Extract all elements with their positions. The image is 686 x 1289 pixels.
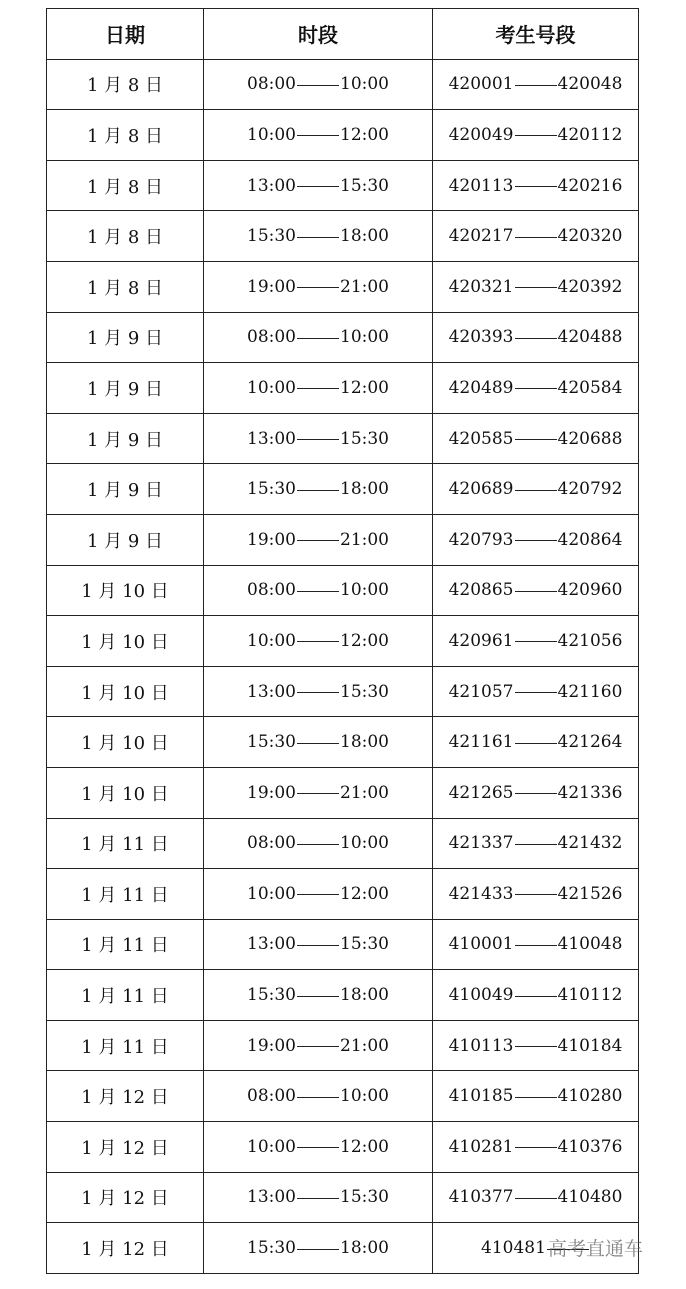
date-cell: 1 月 9 日 — [47, 514, 204, 565]
date-cell: 1 月 8 日 — [47, 59, 204, 110]
range-dash — [297, 85, 339, 86]
range-dash — [297, 996, 339, 997]
header-time-slot: 时段 — [204, 9, 433, 60]
time-slot-range — [247, 934, 389, 954]
time-slot-cell — [204, 261, 433, 312]
candidate-number-range — [449, 479, 623, 499]
range-dash — [297, 135, 339, 136]
range-dash — [515, 1097, 557, 1098]
candidate-number-end: 410280 — [557, 1086, 623, 1107]
candidate-number-start: 420865 — [448, 580, 514, 601]
candidate-number-start: 421057 — [448, 681, 514, 702]
date-cell: 1 月 10 日 — [47, 767, 204, 818]
time-slot-cell — [204, 1172, 433, 1223]
candidate-number-range — [449, 732, 623, 752]
candidate-number-cell — [433, 160, 639, 211]
candidate-number-range — [449, 783, 623, 803]
time-slot-end: 21:00 — [340, 782, 389, 803]
range-dash — [515, 540, 557, 541]
candidate-number-end: 420864 — [557, 529, 623, 550]
time-slot-cell — [204, 666, 433, 717]
date-cell: 1 月 11 日 — [47, 1020, 204, 1071]
time-slot-start: 19:00 — [247, 782, 296, 803]
time-slot-range — [247, 985, 389, 1005]
candidate-number-range — [449, 631, 623, 651]
candidate-number-start: 420217 — [448, 226, 514, 247]
candidate-number-cell — [433, 869, 639, 920]
time-slot-start: 08:00 — [247, 327, 296, 348]
table-row — [47, 59, 639, 110]
candidate-number-range — [449, 74, 623, 94]
time-slot-cell — [204, 565, 433, 616]
time-slot-range — [247, 176, 389, 196]
time-slot-end: 10:00 — [340, 580, 389, 601]
watermark-text: 高考直通车 — [548, 1238, 644, 1260]
candidate-number-start: 410481 — [481, 1238, 546, 1259]
time-slot-end: 10:00 — [340, 833, 389, 854]
time-slot-cell — [204, 464, 433, 515]
time-slot-range — [247, 682, 389, 702]
time-slot-end: 15:30 — [340, 934, 389, 955]
candidate-number-start: 410049 — [448, 985, 514, 1006]
candidate-number-start: 421161 — [448, 732, 514, 753]
time-slot-start: 13:00 — [247, 934, 296, 955]
range-dash — [297, 1097, 339, 1098]
range-dash — [515, 338, 557, 339]
range-dash — [297, 237, 339, 238]
time-slot-cell — [204, 919, 433, 970]
time-slot-end: 12:00 — [340, 377, 389, 398]
range-dash — [297, 186, 339, 187]
range-dash — [297, 540, 339, 541]
range-dash — [297, 1046, 339, 1047]
candidate-number-end: 420048 — [557, 74, 623, 95]
time-slot-cell — [204, 211, 433, 262]
date-cell: 1 月 11 日 — [47, 970, 204, 1021]
candidate-number-cell — [433, 1071, 639, 1122]
time-slot-cell — [204, 717, 433, 768]
candidate-number-cell — [433, 1172, 639, 1223]
table-row — [47, 211, 639, 262]
time-slot-cell — [204, 1223, 433, 1274]
time-slot-start: 15:30 — [247, 985, 296, 1006]
range-dash — [515, 793, 557, 794]
table-row — [47, 565, 639, 616]
candidate-number-range — [449, 1187, 623, 1207]
time-slot-cell — [204, 1071, 433, 1122]
candidate-number-cell — [433, 464, 639, 515]
time-slot-start: 15:30 — [247, 226, 296, 247]
table-row — [47, 818, 639, 869]
time-slot-end: 10:00 — [340, 74, 389, 95]
candidate-number-range — [449, 884, 623, 904]
candidate-number-start: 420689 — [448, 479, 514, 500]
candidate-number-cell — [433, 1122, 639, 1173]
candidate-number-start: 420793 — [448, 529, 514, 550]
table-row — [47, 616, 639, 667]
range-dash — [515, 743, 557, 744]
range-dash — [297, 1198, 339, 1199]
time-slot-range — [247, 74, 389, 94]
time-slot-end: 21:00 — [340, 529, 389, 550]
candidate-number-end: 420584 — [557, 377, 623, 398]
candidate-number-cell — [433, 970, 639, 1021]
time-slot-cell — [204, 970, 433, 1021]
time-slot-start: 10:00 — [247, 883, 296, 904]
time-slot-end: 10:00 — [340, 1086, 389, 1107]
time-slot-cell — [204, 312, 433, 363]
candidate-number-end: 420792 — [557, 479, 623, 500]
time-slot-start: 19:00 — [247, 529, 296, 550]
candidate-number-cell — [433, 59, 639, 110]
candidate-number-cell — [433, 919, 639, 970]
range-dash — [297, 490, 339, 491]
time-slot-start: 15:30 — [247, 479, 296, 500]
table-header-row — [47, 9, 639, 60]
time-slot-range — [247, 833, 389, 853]
candidate-number-start: 421337 — [448, 833, 514, 854]
header-candidate-number-range: 考生号段 — [433, 9, 639, 60]
table-row — [47, 869, 639, 920]
time-slot-range — [247, 378, 389, 398]
candidate-number-cell — [433, 565, 639, 616]
time-slot-end: 12:00 — [340, 124, 389, 145]
date-cell: 1 月 11 日 — [47, 818, 204, 869]
range-dash — [515, 237, 557, 238]
candidate-number-start: 420321 — [448, 276, 514, 297]
time-slot-range — [247, 277, 389, 297]
range-dash — [515, 996, 557, 997]
candidate-number-range — [449, 429, 623, 449]
time-slot-end: 15:30 — [340, 1187, 389, 1208]
candidate-number-start: 420393 — [448, 327, 514, 348]
time-slot-end: 12:00 — [340, 1136, 389, 1157]
time-slot-range — [247, 479, 389, 499]
candidate-number-range — [449, 934, 623, 954]
candidate-number-cell — [433, 261, 639, 312]
candidate-number-range — [449, 682, 623, 702]
candidate-number-cell — [433, 666, 639, 717]
range-dash — [515, 1198, 557, 1199]
time-slot-cell — [204, 869, 433, 920]
candidate-number-start: 420049 — [448, 124, 514, 145]
range-dash — [515, 490, 557, 491]
candidate-number-range — [449, 985, 623, 1005]
time-slot-cell — [204, 1122, 433, 1173]
candidate-number-cell — [433, 717, 639, 768]
candidate-number-cell — [433, 110, 639, 161]
time-slot-range — [247, 530, 389, 550]
range-dash — [515, 641, 557, 642]
range-dash — [297, 1249, 339, 1250]
candidate-number-start: 421265 — [448, 782, 514, 803]
candidate-number-range — [449, 1086, 623, 1106]
candidate-number-range — [449, 833, 623, 853]
time-slot-cell — [204, 514, 433, 565]
time-slot-range — [247, 125, 389, 145]
time-slot-end: 12:00 — [340, 630, 389, 651]
time-slot-cell — [204, 160, 433, 211]
candidate-number-start: 421433 — [448, 883, 514, 904]
time-slot-range — [247, 429, 389, 449]
time-slot-end: 15:30 — [340, 175, 389, 196]
date-cell: 1 月 9 日 — [47, 464, 204, 515]
table-row — [47, 717, 639, 768]
candidate-number-end: 420320 — [557, 226, 623, 247]
time-slot-range — [247, 1036, 389, 1056]
table-row — [47, 514, 639, 565]
time-slot-start: 08:00 — [247, 833, 296, 854]
time-slot-cell — [204, 413, 433, 464]
date-cell: 1 月 10 日 — [47, 565, 204, 616]
time-slot-end: 18:00 — [340, 479, 389, 500]
range-dash — [297, 338, 339, 339]
time-slot-range — [247, 226, 389, 246]
time-slot-start: 15:30 — [247, 732, 296, 753]
date-cell: 1 月 8 日 — [47, 160, 204, 211]
table-row — [47, 919, 639, 970]
exam-schedule-table — [46, 8, 639, 1274]
candidate-number-end: 420960 — [557, 580, 623, 601]
candidate-number-cell — [433, 363, 639, 414]
time-slot-range — [247, 732, 389, 752]
candidate-number-range — [449, 378, 623, 398]
date-cell: 1 月 8 日 — [47, 211, 204, 262]
candidate-number-cell — [433, 1020, 639, 1071]
range-dash — [515, 287, 557, 288]
candidate-number-start: 410185 — [448, 1086, 514, 1107]
time-slot-end: 12:00 — [340, 883, 389, 904]
table-row — [47, 160, 639, 211]
table-row — [47, 464, 639, 515]
range-dash — [515, 1046, 557, 1047]
range-dash — [297, 388, 339, 389]
range-dash — [515, 945, 557, 946]
candidate-number-cell — [433, 211, 639, 262]
candidate-number-end: 420392 — [557, 276, 623, 297]
candidate-number-start: 410001 — [448, 934, 514, 955]
candidate-number-end: 421056 — [557, 630, 623, 651]
candidate-number-end: 410480 — [557, 1187, 623, 1208]
date-cell: 1 月 10 日 — [47, 717, 204, 768]
time-slot-end: 10:00 — [340, 327, 389, 348]
candidate-number-cell — [433, 767, 639, 818]
time-slot-end: 18:00 — [340, 732, 389, 753]
candidate-number-range — [449, 1137, 623, 1157]
time-slot-cell — [204, 363, 433, 414]
time-slot-start: 15:30 — [247, 1238, 296, 1259]
date-cell: 1 月 9 日 — [47, 413, 204, 464]
candidate-number-end: 410048 — [557, 934, 623, 955]
table-row — [47, 261, 639, 312]
candidate-number-start: 420001 — [448, 74, 514, 95]
date-cell: 1 月 12 日 — [47, 1172, 204, 1223]
candidate-number-end: 421526 — [557, 883, 623, 904]
range-dash — [515, 844, 557, 845]
time-slot-start: 13:00 — [247, 1187, 296, 1208]
candidate-number-cell — [433, 616, 639, 667]
candidate-number-cell — [433, 413, 639, 464]
candidate-number-end: 420488 — [557, 327, 623, 348]
date-cell: 1 月 8 日 — [47, 261, 204, 312]
time-slot-cell — [204, 1020, 433, 1071]
candidate-number-range — [449, 226, 623, 246]
range-dash — [297, 692, 339, 693]
candidate-number-start: 420585 — [448, 428, 514, 449]
date-cell: 1 月 12 日 — [47, 1122, 204, 1173]
time-slot-range — [247, 327, 389, 347]
time-slot-end: 21:00 — [340, 1035, 389, 1056]
date-cell: 1 月 12 日 — [47, 1223, 204, 1274]
candidate-number-end: 420216 — [557, 175, 623, 196]
range-dash — [515, 439, 557, 440]
date-cell: 1 月 8 日 — [47, 110, 204, 161]
time-slot-range — [247, 1238, 389, 1258]
table-row — [47, 970, 639, 1021]
date-cell: 1 月 10 日 — [47, 616, 204, 667]
time-slot-start: 19:00 — [247, 1035, 296, 1056]
date-cell: 1 月 11 日 — [47, 869, 204, 920]
candidate-number-end: 410184 — [557, 1035, 623, 1056]
range-dash — [297, 1147, 339, 1148]
range-dash — [515, 591, 557, 592]
time-slot-cell — [204, 616, 433, 667]
candidate-number-end: 420688 — [557, 428, 623, 449]
candidate-number-cell — [433, 514, 639, 565]
time-slot-end: 15:30 — [340, 428, 389, 449]
time-slot-end: 18:00 — [340, 1238, 389, 1259]
time-slot-cell — [204, 767, 433, 818]
date-cell: 1 月 10 日 — [47, 666, 204, 717]
range-dash — [297, 945, 339, 946]
date-cell: 1 月 9 日 — [47, 312, 204, 363]
time-slot-cell — [204, 110, 433, 161]
range-dash — [297, 641, 339, 642]
time-slot-end: 21:00 — [340, 276, 389, 297]
table-row — [47, 312, 639, 363]
time-slot-start: 10:00 — [247, 124, 296, 145]
time-slot-end: 18:00 — [340, 226, 389, 247]
time-slot-start: 13:00 — [247, 681, 296, 702]
range-dash — [297, 287, 339, 288]
table-row — [47, 1020, 639, 1071]
range-dash — [297, 591, 339, 592]
time-slot-end: 15:30 — [340, 681, 389, 702]
time-slot-start: 10:00 — [247, 377, 296, 398]
time-slot-range — [247, 1086, 389, 1106]
candidate-number-start: 420489 — [448, 377, 514, 398]
time-slot-start: 19:00 — [247, 276, 296, 297]
time-slot-start: 10:00 — [247, 630, 296, 651]
candidate-number-end: 421264 — [557, 732, 623, 753]
table-row — [47, 666, 639, 717]
time-slot-range — [247, 783, 389, 803]
candidate-number-end: 420112 — [557, 124, 623, 145]
table-row — [47, 363, 639, 414]
table-body — [47, 59, 639, 1273]
table-row — [47, 1122, 639, 1173]
candidate-number-end: 421160 — [557, 681, 623, 702]
time-slot-range — [247, 631, 389, 651]
candidate-number-cell — [433, 312, 639, 363]
time-slot-start: 08:00 — [247, 74, 296, 95]
range-dash — [297, 844, 339, 845]
date-cell: 1 月 11 日 — [47, 919, 204, 970]
time-slot-start: 08:00 — [247, 1086, 296, 1107]
range-dash — [515, 85, 557, 86]
candidate-number-end: 421432 — [557, 833, 623, 854]
table-row — [47, 1071, 639, 1122]
time-slot-cell — [204, 818, 433, 869]
candidate-number-end: 410112 — [557, 985, 623, 1006]
candidate-number-range — [449, 580, 623, 600]
range-dash — [515, 388, 557, 389]
candidate-number-start: 410377 — [448, 1187, 514, 1208]
time-slot-start: 10:00 — [247, 1136, 296, 1157]
range-dash — [515, 692, 557, 693]
candidate-number-start: 410113 — [448, 1035, 514, 1056]
date-cell: 1 月 9 日 — [47, 363, 204, 414]
candidate-number-start: 420961 — [448, 630, 514, 651]
table-row — [47, 767, 639, 818]
header-date: 日期 — [47, 9, 204, 60]
time-slot-start: 13:00 — [247, 428, 296, 449]
range-dash — [515, 135, 557, 136]
candidate-number-range — [449, 530, 623, 550]
time-slot-range — [247, 884, 389, 904]
date-cell: 1 月 12 日 — [47, 1071, 204, 1122]
range-dash — [297, 894, 339, 895]
candidate-number-end: 410376 — [557, 1136, 623, 1157]
candidate-number-range — [449, 176, 623, 196]
candidate-number-range — [449, 327, 623, 347]
candidate-number-end: 421336 — [557, 782, 623, 803]
table-row — [47, 413, 639, 464]
candidate-number-range — [449, 1036, 623, 1056]
time-slot-range — [247, 1187, 389, 1207]
range-dash — [297, 439, 339, 440]
table-row — [47, 110, 639, 161]
range-dash — [297, 793, 339, 794]
time-slot-start: 13:00 — [247, 175, 296, 196]
time-slot-end: 18:00 — [340, 985, 389, 1006]
candidate-number-cell — [433, 818, 639, 869]
range-dash — [515, 1147, 557, 1148]
candidate-number-range — [449, 277, 623, 297]
table-row — [47, 1172, 639, 1223]
time-slot-start: 08:00 — [247, 580, 296, 601]
candidate-number-start: 410281 — [448, 1136, 514, 1157]
candidate-number-start: 420113 — [448, 175, 514, 196]
time-slot-cell — [204, 59, 433, 110]
time-slot-range — [247, 1137, 389, 1157]
time-slot-range — [247, 580, 389, 600]
range-dash — [515, 186, 557, 187]
range-dash — [515, 894, 557, 895]
range-dash — [297, 743, 339, 744]
candidate-number-range — [449, 125, 623, 145]
